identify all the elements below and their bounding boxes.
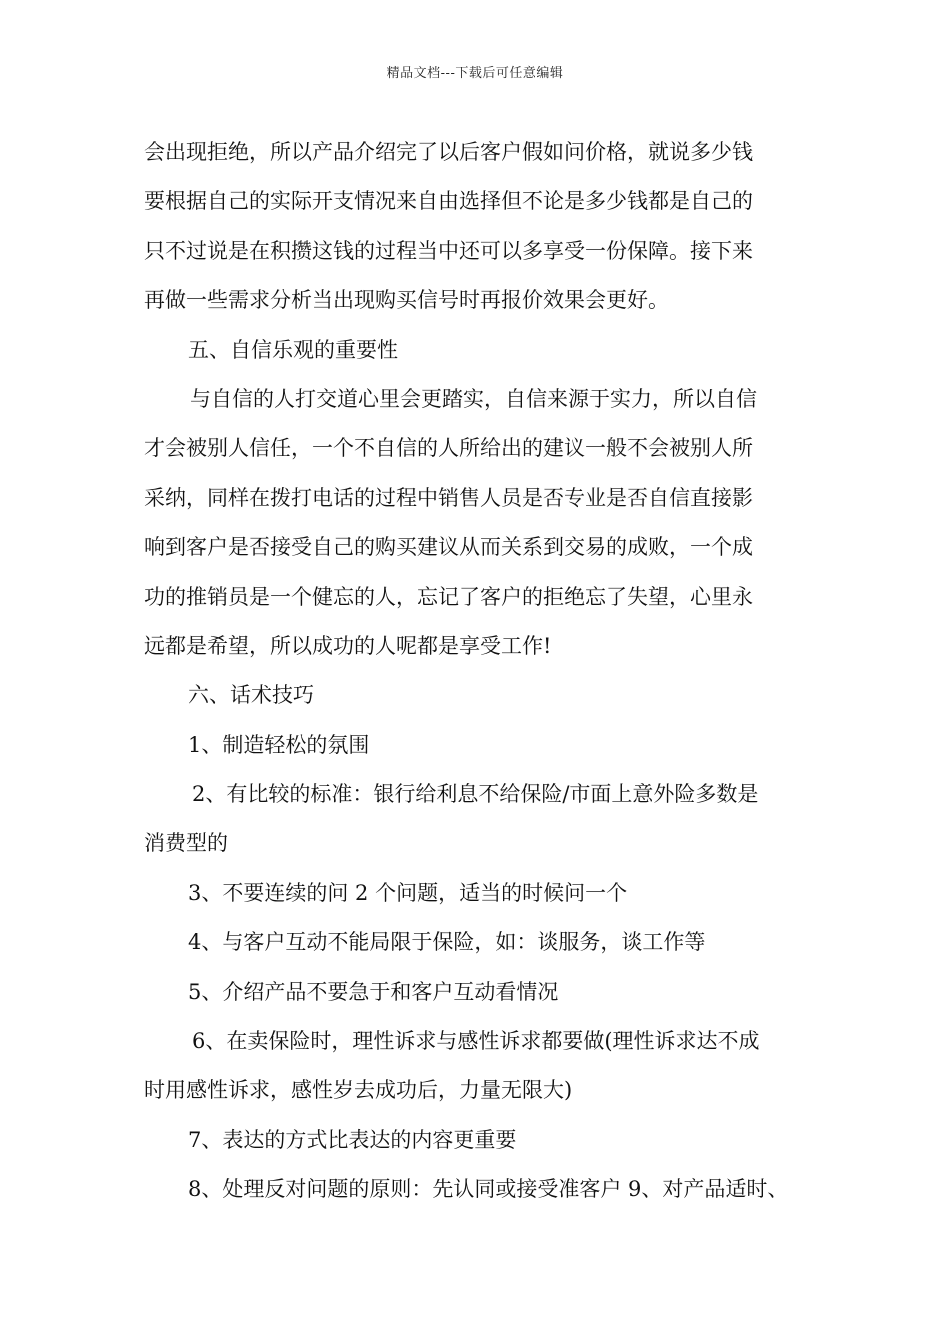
paragraph-line: 响到客户是否接受自己的购买建议从而关系到交易的成败，一个成 bbox=[144, 535, 753, 560]
list-item: 2、有比较的标准：银行给利息不给保险/市面上意外险多数是 bbox=[192, 782, 759, 807]
section-heading: 五、自信乐观的重要性 bbox=[188, 337, 398, 362]
list-item-continuation: 时用感性诉求，感性岁去成功后，力量无限大) bbox=[144, 1078, 573, 1103]
list-item: 6、在卖保险时，理性诉求与感性诉求都要做(理性诉求达不成 bbox=[192, 1029, 760, 1054]
section-heading: 六、话术技巧 bbox=[188, 683, 314, 708]
paragraph-line: 与自信的人打交道心里会更踏实，自信来源于实力，所以自信 bbox=[190, 386, 757, 411]
paragraph-line: 才会被别人信任，一个不自信的人所给出的建议一般不会被别人所 bbox=[144, 436, 753, 461]
paragraph-line: 采纳，同样在拨打电话的过程中销售人员是否专业是否自信直接影 bbox=[144, 485, 753, 510]
list-item: 4、与客户互动不能局限于保险，如：谈服务，谈工作等 bbox=[188, 930, 706, 955]
paragraph-line: 功的推销员是一个健忘的人，忘记了客户的拒绝忘了失望，心里永 bbox=[144, 584, 753, 609]
paragraph-line: 会出现拒绝，所以产品介绍完了以后客户假如问价格，就说多少钱 bbox=[144, 140, 753, 164]
list-item-continuation: 消费型的 bbox=[144, 831, 228, 856]
paragraph-line: 再做一些需求分析当出现购买信号时再报价效果会更好。 bbox=[144, 288, 669, 313]
list-item: 7、表达的方式比表达的内容更重要 bbox=[188, 1127, 517, 1152]
paragraph-line: 远都是希望，所以成功的人呢都是享受工作! bbox=[144, 633, 552, 658]
list-item: 1、制造轻松的氛围 bbox=[188, 732, 370, 757]
list-item: 3、不要连续的问 2 个问题，适当的时候问一个 bbox=[188, 880, 628, 905]
list-item: 8、处理反对问题的原则：先认同或接受准客户 9、对产品适时、 bbox=[188, 1177, 789, 1202]
document-body bbox=[144, 128, 809, 1215]
page-header: 精品文档---下载后可任意编辑 bbox=[386, 66, 564, 81]
list-item: 5、介绍产品不要急于和客户互动看情况 bbox=[188, 979, 559, 1004]
paragraph-line: 要根据自己的实际开支情况来自由选择但不论是多少钱都是自己的 bbox=[144, 189, 753, 214]
paragraph-line: 只不过说是在积攒这钱的过程当中还可以多享受一份保障。接下来 bbox=[144, 238, 753, 263]
